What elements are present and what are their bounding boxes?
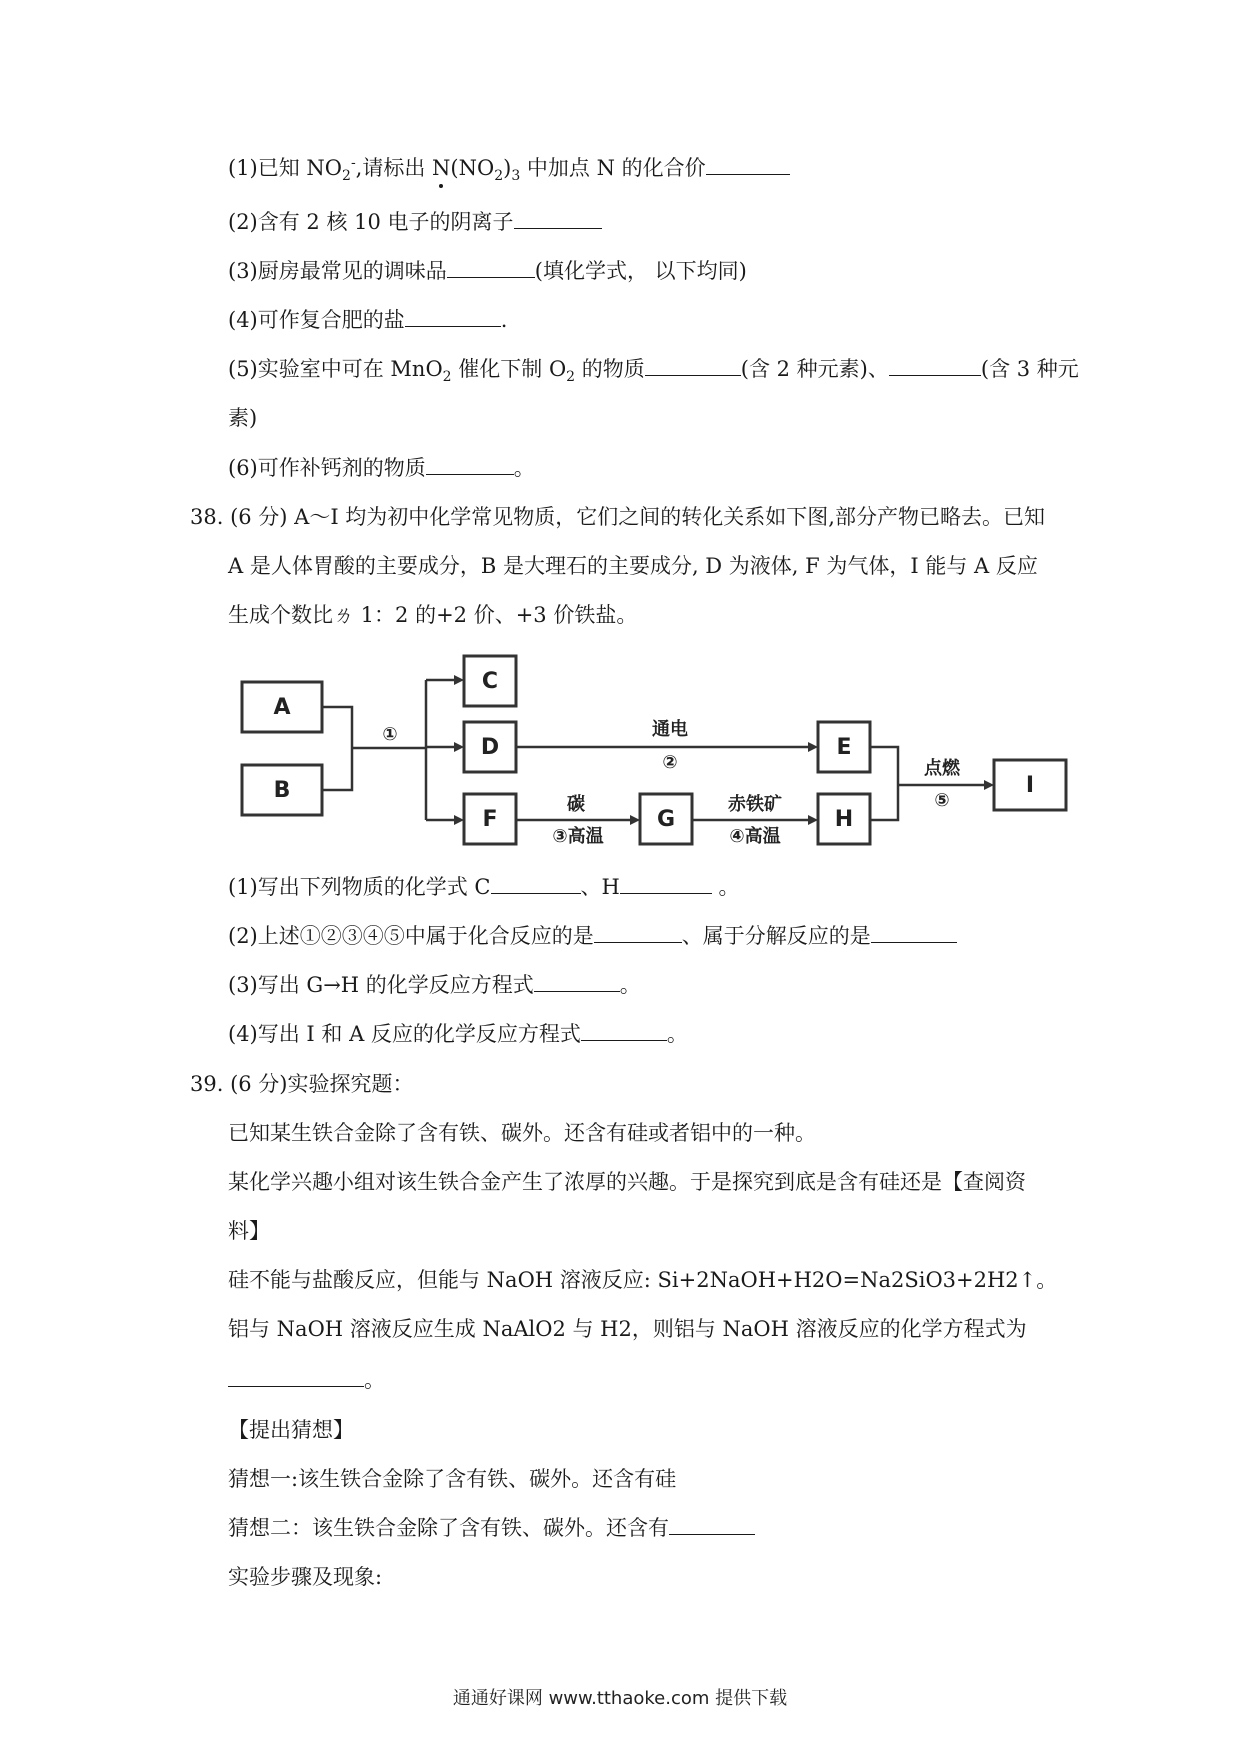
q38-sub-1-text: (1)写出下列物质的化学式 C	[228, 875, 491, 899]
q37-item-6-text: (6)可作补钙剂的物质	[228, 456, 426, 480]
q39-line-6	[228, 1366, 385, 1394]
q37-item-1-post: 中加点 N 的化合价	[520, 156, 706, 180]
q37-item-5-d: (含 2 种元素)、	[740, 357, 889, 381]
box-g-label: G	[656, 807, 676, 832]
merge-ab-line	[322, 707, 352, 790]
q37-item-5-f: 素)	[228, 406, 258, 430]
answer-blank[interactable]	[669, 1514, 755, 1535]
q39-line-4: 硅不能与盐酸反应，但能与 NaOH 溶液反应: Si+2NaOH+H2O=Na2SiO3+2H2↑。	[228, 1268, 1058, 1292]
reaction-3-label: ③高温	[552, 826, 604, 847]
answer-blank[interactable]	[405, 306, 501, 327]
q37-item-5-cont	[228, 404, 257, 432]
box-c-label: C	[481, 669, 499, 694]
reaction-1-label: ①	[382, 724, 398, 745]
q38-sub-4	[228, 1020, 688, 1048]
q37-item-5	[228, 355, 1079, 386]
q38-sub-2	[228, 922, 957, 950]
q38-sub-3-text: (3)写出 G→H 的化学反应方程式	[228, 973, 534, 997]
q39-hypothesis-heading: 【提出猜想】	[228, 1418, 354, 1442]
q37-item-6-end: 。	[513, 456, 535, 480]
q38-intro-3: 生成个数比ㄌ 1：2 的+2 价、+3 价铁盐。	[228, 603, 638, 627]
reaction-4-condition: 赤铁矿	[728, 794, 782, 815]
q37-item-3	[228, 257, 747, 285]
reaction-2-label: ②	[662, 752, 678, 773]
q39-line-2: 某化学兴趣小组对该生铁合金产生了浓厚的兴趣。于是探究到底是含有硅还是【查阅资	[228, 1170, 1026, 1194]
q37-item-5-text: (5)实验室中可在 MnO	[228, 357, 443, 381]
answer-blank[interactable]	[706, 154, 790, 175]
answer-blank[interactable]	[594, 922, 682, 943]
answer-blank[interactable]	[491, 873, 581, 894]
q37-item-4-text: (4)可作复合肥的盐	[228, 308, 405, 332]
q37-item-4-end: .	[500, 308, 508, 332]
reaction-2-condition: 通电	[652, 719, 688, 740]
q37-formula-sub: 2	[494, 168, 504, 185]
q39-line-3: 料】	[228, 1219, 270, 1243]
q37-item-5-mid: 催化下制 O	[451, 357, 567, 381]
q37-item-5-e: (含 3 种元	[980, 357, 1079, 381]
q37-item-6	[228, 454, 535, 482]
q37-item-5-sub2: 2	[566, 369, 576, 386]
q37-item-2-text: (2)含有 2 核 10 电子的阴离子	[228, 210, 514, 234]
q39-hypothesis-1: 猜想一:该生铁合金除了含有铁、碳外。还含有硅	[228, 1467, 677, 1491]
box-i-label: I	[1025, 773, 1035, 798]
box-f-label: F	[482, 807, 498, 832]
q38-sub-2-text: (2)上述①②③④⑤中属于化合反应的是	[228, 924, 594, 948]
answer-blank[interactable]	[645, 355, 741, 376]
q37-item-5-c: 的物质	[575, 357, 645, 381]
q39-line-5: 铝与 NaOH 溶液反应生成 NaAlO2 与 H2，则铝与 NaOH 溶液反应的化学方程式为	[228, 1317, 1027, 1341]
q37-item-1-mid: ,请标出	[355, 156, 433, 180]
answer-blank[interactable]	[447, 257, 535, 278]
q39-title: 39. (6 分)实验探究题：	[190, 1072, 414, 1096]
box-h-label: H	[834, 807, 854, 832]
q39-hypothesis-2-text: 猜想二：该生铁合金除了含有铁、碳外。还含有	[228, 1516, 669, 1540]
q37-formula: (NO	[450, 156, 495, 180]
q37-dotted-n: N	[432, 156, 451, 180]
q39-hypothesis-2	[228, 1514, 755, 1542]
q39-line-1: 已知某生铁合金除了含有铁、碳外。还含有硅或者铝中的一种。	[228, 1121, 816, 1145]
answer-blank[interactable]	[581, 1020, 667, 1041]
q37-formula-close: )	[503, 156, 512, 180]
q39-line-6-end: 。	[364, 1368, 385, 1392]
q37-item-4	[228, 306, 507, 334]
q37-item-5-sub1: 2	[442, 369, 452, 386]
reaction-3-condition: 碳	[567, 794, 585, 815]
answer-blank[interactable]	[534, 971, 620, 992]
q37-item-3-text: (3)厨房最常见的调味品	[228, 259, 447, 283]
q37-ion-charge: -	[350, 155, 356, 171]
answer-blank[interactable]	[871, 922, 957, 943]
q39-steps-heading: 实验步骤及现象:	[228, 1565, 383, 1589]
q38-sub-2-mid: 、属于分解反应的是	[681, 924, 871, 948]
answer-blank[interactable]	[426, 454, 514, 475]
footer-credit: 通通好课网 www.tthaoke.com 提供下载	[452, 1688, 788, 1709]
box-b-label: B	[273, 778, 291, 803]
q37-item-2	[228, 208, 602, 236]
answer-blank[interactable]	[514, 208, 602, 229]
q37-item-1: (1)已知 $NO_2^-$,请标出 $N(NO_2)_3$ 中加点 N 的化合价	[228, 154, 790, 182]
merge-eh-line	[870, 747, 898, 820]
answer-blank[interactable]	[889, 355, 981, 376]
box-a-label: A	[273, 695, 291, 720]
reaction-flow-diagram	[230, 650, 1090, 850]
q37-formula-sub2: 3	[511, 168, 521, 185]
q38-intro-2: A 是人体胃酸的主要成分，B 是大理石的主要成分, D 为液体, F 为气体，I 能与 A 反应	[228, 554, 1038, 578]
q37-item-3-note: (填化学式， 以下均同)	[534, 259, 747, 283]
reaction-5-label: ⑤	[934, 790, 950, 811]
reaction-5-condition: 点燃	[924, 758, 960, 779]
box-d-label: D	[480, 735, 500, 760]
q38-sub-3	[228, 971, 641, 999]
reaction-4-label: ④高温	[729, 826, 781, 847]
q37-item-1-text: (1)已知 NO	[228, 156, 343, 180]
q38-sub-1	[228, 873, 740, 901]
q38-sub-3-end: 。	[619, 973, 641, 997]
answer-blank[interactable]	[620, 873, 712, 894]
q38-sub-1-end: 。	[711, 875, 740, 899]
q38-sub-4-end: 。	[666, 1022, 688, 1046]
box-e-label: E	[836, 735, 852, 760]
q38-sub-1-mid: 、H	[580, 875, 620, 899]
q38-intro-1: 38. (6 分) A～I 均为初中化学常见物质，它们之间的转化关系如下图,部分产物已略去。已知	[190, 505, 1045, 529]
answer-blank[interactable]	[228, 1366, 364, 1387]
q38-sub-4-text: (4)写出 I 和 A 反应的化学反应方程式	[228, 1022, 581, 1046]
